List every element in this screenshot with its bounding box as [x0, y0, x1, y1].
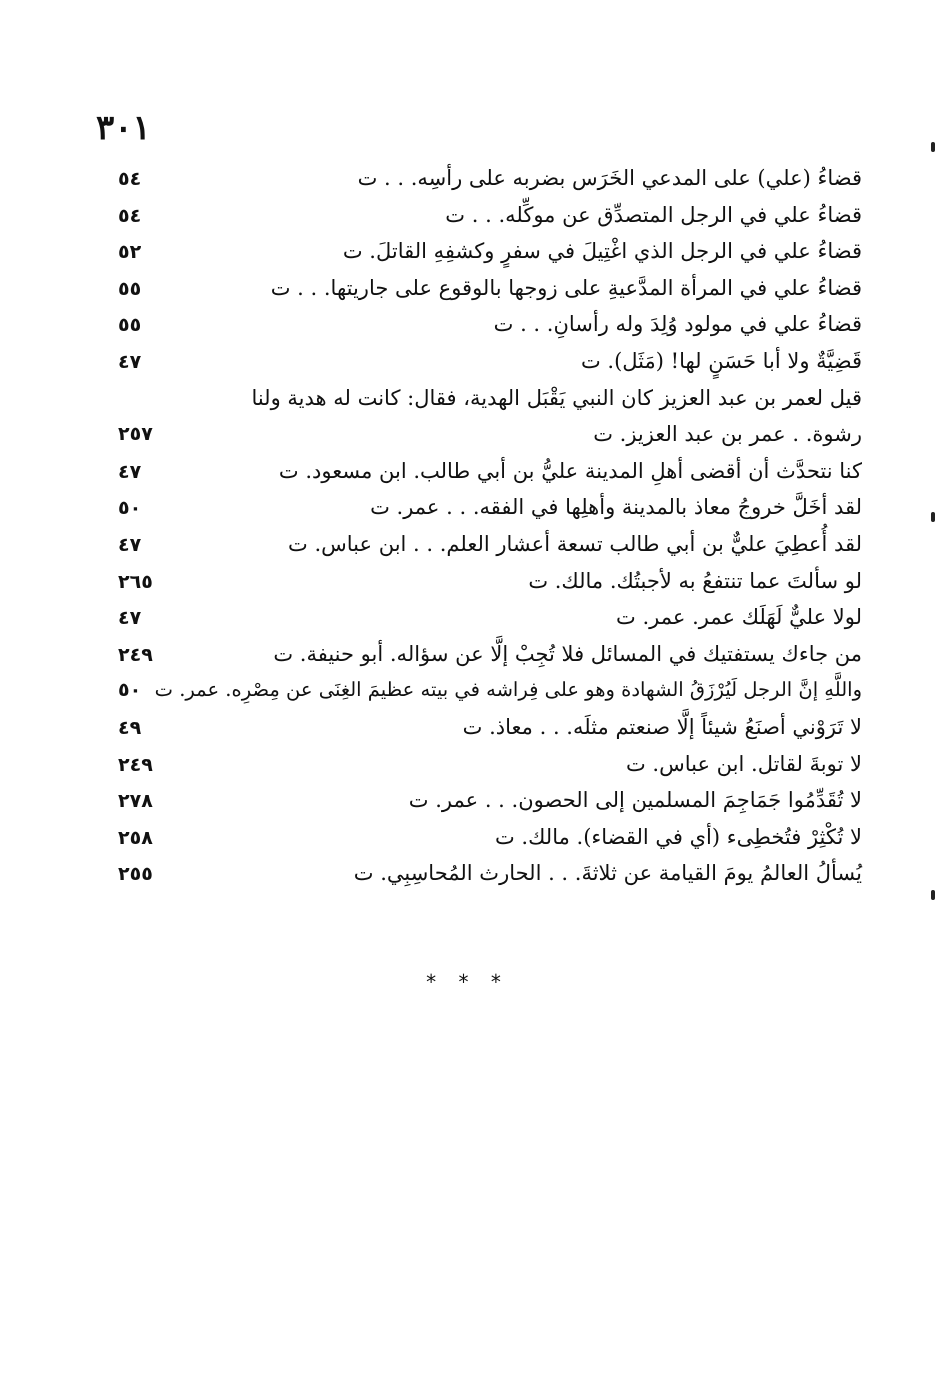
- entry-page-ref: ٤٧: [118, 350, 142, 373]
- entry-page-ref: ٤٧: [118, 460, 142, 483]
- entry-text: قَضِيَّةٌ ولا أبا حَسَنٍ لها! (مَثَل). ت: [580, 348, 862, 373]
- page-number: ٣٠١: [96, 108, 151, 148]
- index-entry: [112, 636, 862, 673]
- index-entry: [112, 746, 862, 783]
- entry-text: قضاءُ (علي) على المدعي الخَرَس بضربه على رأسِه. . . ت: [357, 166, 862, 190]
- index-entry: [112, 672, 862, 709]
- entry-text: قضاءُ علي في الرجل الذي اغْتِيلَ في سفرٍ وكشفِهِ القاتلَ. ت: [342, 239, 862, 264]
- entry-text: قضاءُ علي في مولود وُلِدَ وله رأسانِ. . . ت: [493, 312, 862, 337]
- entry-text: لا توبةَ لقاتل. ابن عباس. ت: [625, 751, 862, 776]
- entry-text: يُسألُ العالمُ يومَ القيامة عن ثلاثةَ. . . الحارث المُحاسِبِي. ت: [353, 861, 862, 886]
- index-entry: [112, 819, 862, 856]
- entry-text: لقد أخَلَّ خروجُ معاذ بالمدينة وأهلِها في الفقه. . . عمر. ت: [370, 495, 862, 520]
- index-entry: [112, 160, 862, 197]
- entry-page-ref: ٥٢: [118, 241, 142, 264]
- index-entry: [112, 489, 862, 526]
- entry-page-ref: ٢٧٨: [118, 790, 153, 813]
- entry-page-ref: ٢٥٧: [118, 423, 153, 446]
- section-separator: * * *: [426, 970, 509, 994]
- entry-page-ref: ٢٥٨: [118, 826, 153, 849]
- index-entry: [112, 380, 862, 453]
- index-entry: [112, 343, 862, 380]
- entry-page-ref: ٢٦٥: [118, 570, 153, 593]
- index-entry: [112, 270, 862, 307]
- entry-page-ref: ٥٤: [118, 204, 142, 227]
- scan-edge-mark: [931, 142, 935, 152]
- entry-page-ref: ٥٤: [118, 168, 142, 190]
- entry-page-ref: ٥٥: [118, 314, 142, 337]
- index-entry: [112, 306, 862, 343]
- index-entry: [112, 599, 862, 636]
- entry-page-ref: ٥٠: [118, 679, 142, 702]
- index-entry: [112, 563, 862, 600]
- entry-text: لولا عليٌّ لَهَلَك عمر. عمر. ت: [616, 605, 862, 630]
- index-entry: [112, 782, 862, 819]
- scan-edge-mark: [931, 890, 935, 900]
- entry-page-ref: ٢٤٩: [118, 643, 153, 666]
- entry-page-ref: ٢٥٥: [118, 863, 153, 886]
- index-entry: [112, 855, 862, 892]
- entry-text: لا تُكْثِرْ فتُخطِىء (أي في القضاء). مالك. ت: [494, 824, 862, 849]
- entry-text: واللَّهِ إنَّ الرجل لَيُرْزَقُ الشهادة وهو على فِراشه في بيته عظيمَ الغِنَى عن مِصْرِه. عمر. ت: [154, 678, 862, 702]
- entry-page-ref: ٤٧: [118, 533, 142, 556]
- index-list: [112, 160, 862, 892]
- index-entry: [112, 709, 862, 746]
- index-entry: [112, 453, 862, 490]
- entry-text: [180, 380, 862, 453]
- entry-text: من جاءك يستفتيك في المسائل فلا تُجِبْ إلَّا عن سؤاله. أبو حنيفة. ت: [273, 641, 862, 666]
- index-entry: [112, 233, 862, 270]
- entry-text: لا تُقَدِّمُوا جَمَاجِمَ المسلمين إلى الحصون. . . عمر. ت: [408, 788, 862, 813]
- entry-text-line: رشوة. . عمر بن عبد العزيز. ت: [593, 422, 862, 447]
- index-entry: [112, 197, 862, 234]
- entry-page-ref: ٢٤٩: [118, 753, 153, 776]
- index-entry: [112, 526, 862, 563]
- entry-text: قضاءُ علي في الرجل المتصدِّق عن موكِّله. . . ت: [445, 202, 862, 227]
- entry-text: لو سألتَ عما تنتفعُ به لأجبتُك. مالك. ت: [528, 568, 862, 593]
- entry-page-ref: ٥٥: [118, 277, 142, 300]
- entry-page-ref: ٥٠: [118, 497, 142, 520]
- entry-page-ref: ٤٩: [118, 716, 142, 739]
- entry-text: قضاءُ علي في المرأة المدَّعيةِ على زوجها بالوقوع على جاريتها. . . ت: [270, 275, 862, 300]
- entry-text: كنا نتحدَّث أن أقضى أهلِ المدينة عليُّ بن أبي طالب. ابن مسعود. ت: [278, 458, 862, 483]
- entry-text: لقد أُعطِيَ عليٌّ بن أبي طالب تسعة أعشار العلم. . . ابن عباس. ت: [288, 531, 862, 556]
- entry-text: لا تَرَوْني أصنَعُ شيئاً إلَّا صنعتم مثلَه. . . معاذ. ت: [462, 714, 862, 739]
- scan-edge-mark: [931, 512, 935, 522]
- entry-page-ref: ٤٧: [118, 607, 142, 630]
- entry-text-line: قيل لعمر بن عبد العزيز كان النبي يَقْبَل الهدية، فقال: كانت له هدية ولنا: [251, 385, 862, 410]
